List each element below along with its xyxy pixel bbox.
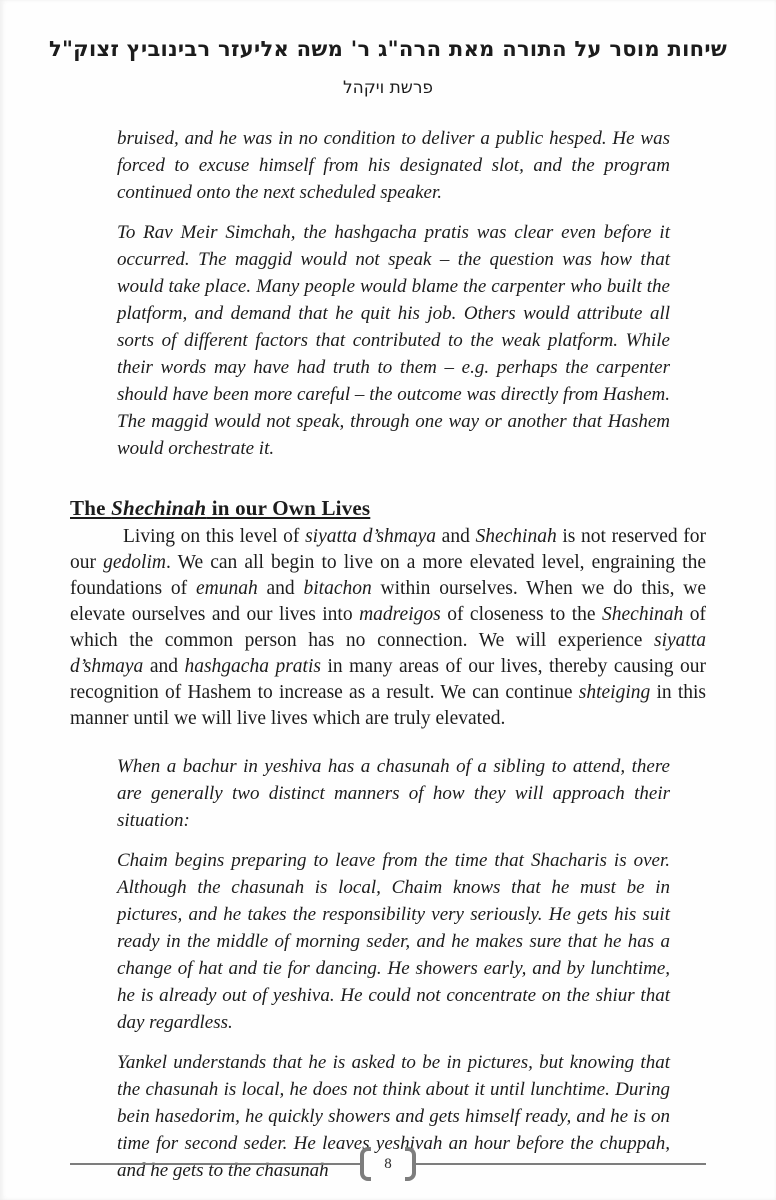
- quote-paragraph-hesped: bruised, and he was in no condition to deliver a public hesped. He was forced to excuse himself from his designated slot, and the program continued onto the next scheduled speaker.: [117, 128, 670, 203]
- quote-paragraph-rav-meir-simchah: To Rav Meir Simchah, the hashgacha pratis was clear even before it occurred. The maggid would not speak – the question was how that would take place. Many people would blame the carpenter who built the platform, and demand that he quit his job. Others would attribute all sorts of different factors that contributed to the weak platform. While their words may have had truth to them – e.g. perhaps the carpenter should have been more careful – the outcome was directly from Hashem. The maggid would not speak, through one way or another that Hashem would orchestrate it.: [117, 222, 670, 459]
- footer-rule-right: [416, 1163, 706, 1165]
- page-number-bracket-right-icon: [405, 1147, 416, 1181]
- quote-paragraph-chaim: Chaim begins preparing to leave from the time that Shacharis is over. Although the chasunah is local, Chaim knows that he must be in pictures, and he takes the responsibility very seriously. He gets his suit ready in the middle of morning seder, and he makes sure that he has a change of hat and tie for dancing. He showers early, and by lunchtime, he is already out of yeshiva. He could not concentrate on the shiur that day regardless.: [117, 850, 670, 1033]
- section-heading-shechinah: Shechinah: [111, 496, 207, 520]
- page-number: 8: [384, 1155, 392, 1172]
- quote-paragraph-yankel: Yankel understands that he is asked to be in pictures, but knowing that the chasunah is local, he does not think about it until lunchtime. During bein hasedorim, he quickly showers and gets himself ready, and he is on time for second seder. He leaves yeshivah an hour before the chuppah, and he gets to the chasunah: [117, 1052, 670, 1181]
- anecdote-block-top: [70, 125, 706, 462]
- footer-rule-left: [70, 1163, 360, 1165]
- hebrew-parsha-title: פרשת ויקהל: [342, 78, 434, 98]
- page-header: [0, 0, 776, 98]
- page-number-bracket-left-icon: [360, 1147, 371, 1181]
- body-paragraph: Living on this level of siyatta d’shmaya and Shechinah is not reserved for our gedolim. We can all begin to live on a more elevated level, engraining the foundations of emunah and bitachon within ourselves. When we do this, we elevate ourselves and our lives into madreigos of closeness to the Shechinah of which the common person has no connection. We will experience siyatta d’shmaya and hashgacha pratis in many areas of our lives, thereby causing our recognition of Hashem to increase as a result. We can continue shteiging in this manner until we will live lives which are truly elevated.: [70, 526, 707, 729]
- section-heading-post: in our Own Lives: [206, 496, 371, 520]
- quote-paragraph-bachur-intro: When a bachur in yeshiva has a chasunah of a sibling to attend, there are generally two distinct manners of how they will approach their situation:: [117, 756, 670, 831]
- page-footer: [70, 1145, 706, 1183]
- section-heading: [70, 496, 706, 521]
- section-heading-pre: The: [70, 496, 112, 520]
- anecdote-block-bottom: [70, 753, 706, 1184]
- hebrew-series-title: שיחות מוסר על התורה מאת הרה"ג ר' משה אליעזר רבינוביץ זצוק"ל: [48, 36, 728, 61]
- page-content: [70, 125, 706, 1184]
